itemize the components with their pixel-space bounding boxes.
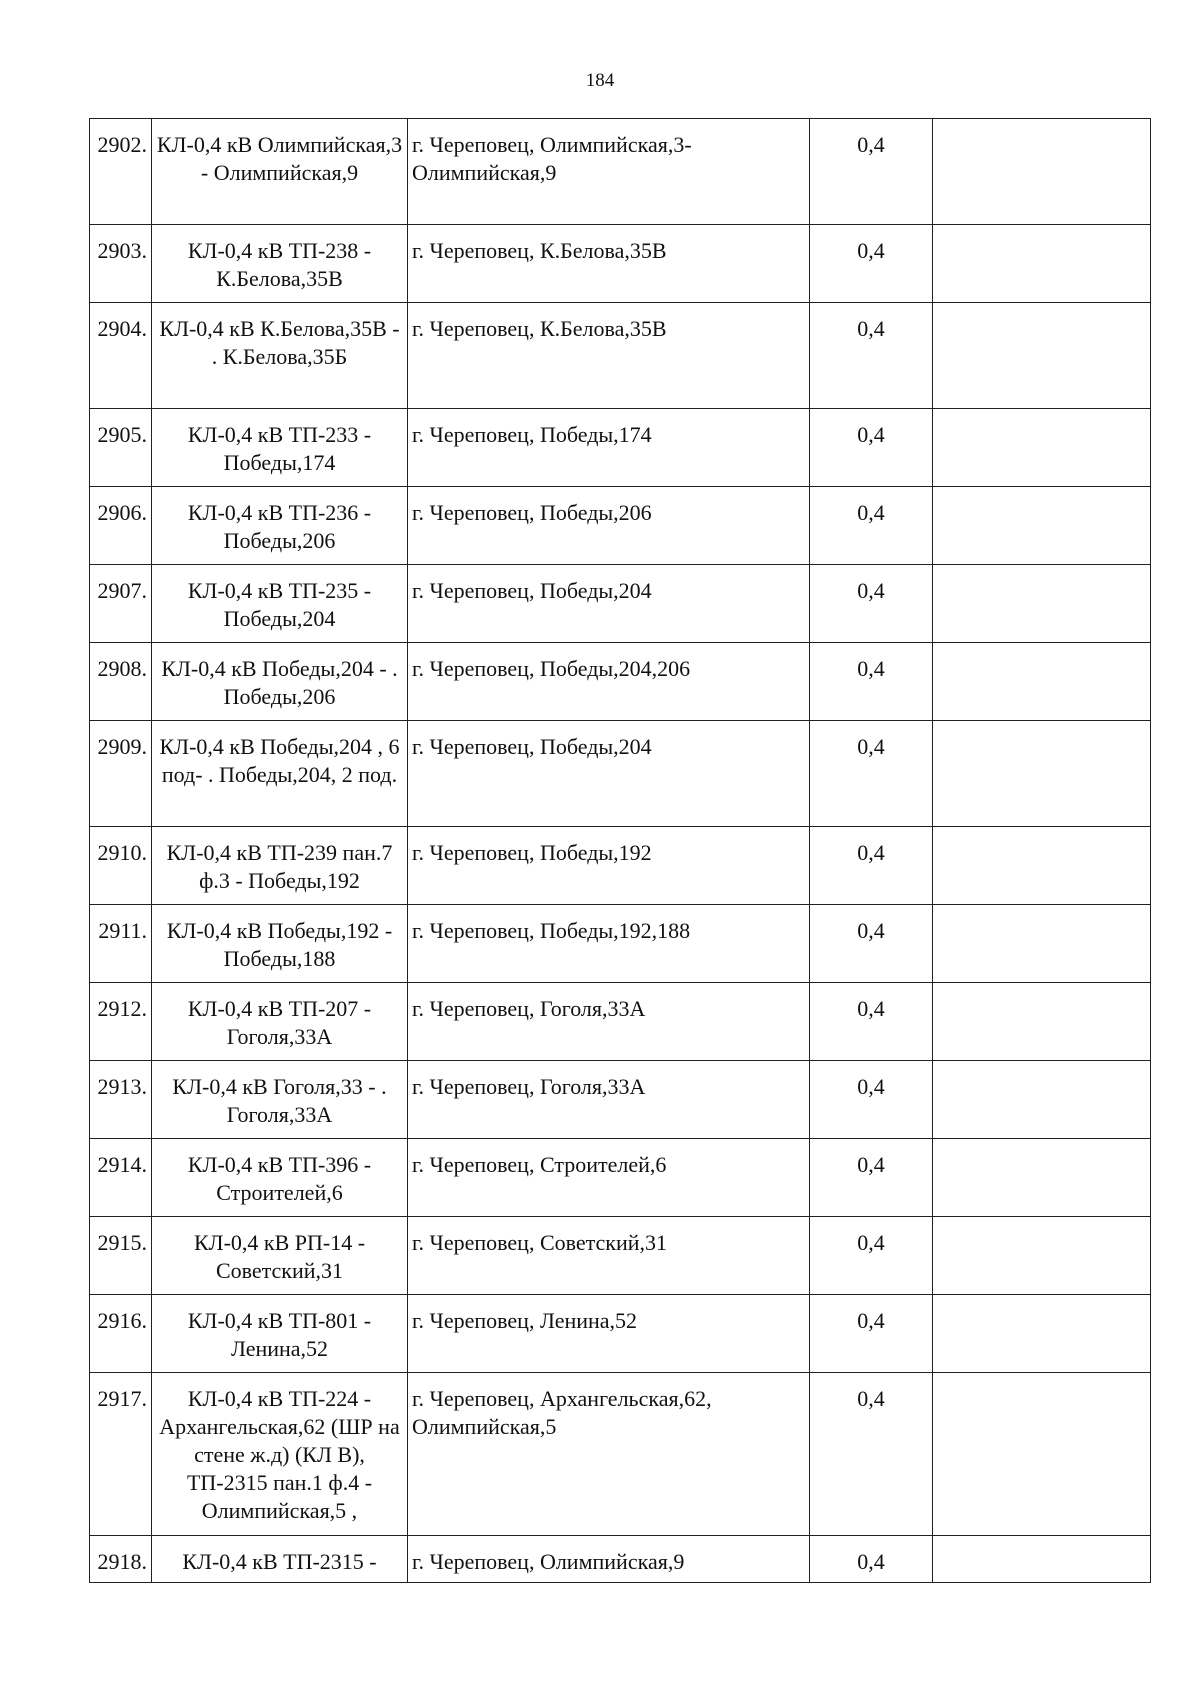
voltage: 0,4 [810,487,933,565]
table-row [90,1139,1151,1217]
voltage: 0,4 [810,1536,933,1583]
voltage: 0,4 [810,119,933,225]
row-number: 2906. [90,487,152,565]
table-row [90,827,1151,905]
page-number: 184 [585,70,615,91]
registry-table [89,118,1151,1583]
table-row [90,119,1151,225]
note [933,983,1151,1061]
voltage: 0,4 [810,983,933,1061]
row-number: 2913. [90,1061,152,1139]
line-name: КЛ-0,4 кВ Олимпийская,3 - Олимпийская,9 [152,119,408,225]
address: г. Череповец, Советский,31 [408,1217,810,1295]
address: г. Череповец, Гоголя,33А [408,1061,810,1139]
row-number: 2914. [90,1139,152,1217]
note [933,487,1151,565]
voltage: 0,4 [810,1139,933,1217]
row-number: 2916. [90,1295,152,1373]
note [933,827,1151,905]
table-row [90,1536,1151,1583]
address: г. Череповец, Победы,192,188 [408,905,810,983]
table-row [90,409,1151,487]
note [933,1295,1151,1373]
line-name: КЛ-0,4 кВ ТП-239 пан.7 ф.3 - Победы,192 [152,827,408,905]
line-name: КЛ-0,4 кВ ТП-2315 - [152,1536,408,1583]
row-number: 2908. [90,643,152,721]
voltage: 0,4 [810,721,933,827]
table-row [90,565,1151,643]
voltage: 0,4 [810,905,933,983]
note [933,303,1151,409]
line-name: КЛ-0,4 кВ ТП-207 - Гоголя,33А [152,983,408,1061]
line-name: КЛ-0,4 кВ Гоголя,33 - . Гоголя,33А [152,1061,408,1139]
table-row [90,1217,1151,1295]
voltage: 0,4 [810,1217,933,1295]
address: г. Череповец, Гоголя,33А [408,983,810,1061]
address: г. Череповец, К.Белова,35В [408,303,810,409]
address: г. Череповец, Олимпийская,3-Олимпийская,9 [408,119,810,225]
row-number: 2918. [90,1536,152,1583]
note [933,1536,1151,1583]
row-number: 2902. [90,119,152,225]
line-name: КЛ-0,4 кВ Победы,192 - Победы,188 [152,905,408,983]
note [933,565,1151,643]
address: г. Череповец, К.Белова,35В [408,225,810,303]
row-number: 2911. [90,905,152,983]
table-row [90,487,1151,565]
note [933,905,1151,983]
address: г. Череповец, Победы,204 [408,721,810,827]
line-name: КЛ-0,4 кВ ТП-224 - Архангельская,62 (ШР на стене ж.д) (КЛ В), ТП-2315 пан.1 ф.4 - Олимпийская,5 , [152,1373,408,1536]
row-number: 2907. [90,565,152,643]
row-number: 2904. [90,303,152,409]
line-name: КЛ-0,4 кВ РП-14 - Советский,31 [152,1217,408,1295]
table-row [90,1373,1151,1536]
row-number: 2912. [90,983,152,1061]
address: г. Череповец, Победы,206 [408,487,810,565]
voltage: 0,4 [810,1295,933,1373]
row-number: 2903. [90,225,152,303]
voltage: 0,4 [810,565,933,643]
voltage: 0,4 [810,303,933,409]
row-number: 2905. [90,409,152,487]
voltage: 0,4 [810,225,933,303]
note [933,225,1151,303]
line-name: КЛ-0,4 кВ Победы,204 , 6 под- . Победы,204, 2 под. [152,721,408,827]
note [933,721,1151,827]
address: г. Череповец, Победы,204 [408,565,810,643]
address: г. Череповец, Ленина,52 [408,1295,810,1373]
note [933,409,1151,487]
note [933,643,1151,721]
line-name: КЛ-0,4 кВ ТП-801 - Ленина,52 [152,1295,408,1373]
row-number: 2915. [90,1217,152,1295]
voltage: 0,4 [810,409,933,487]
line-name: КЛ-0,4 кВ ТП-233 - Победы,174 [152,409,408,487]
address: г. Череповец, Архангельская,62, Олимпийская,5 [408,1373,810,1536]
line-name: КЛ-0,4 кВ К.Белова,35В - . К.Белова,35Б [152,303,408,409]
voltage: 0,4 [810,827,933,905]
line-name: КЛ-0,4 кВ ТП-238 - К.Белова,35В [152,225,408,303]
note [933,1061,1151,1139]
line-name: КЛ-0,4 кВ ТП-396 - Строителей,6 [152,1139,408,1217]
voltage: 0,4 [810,643,933,721]
table-row [90,1295,1151,1373]
table-row [90,303,1151,409]
address: г. Череповец, Победы,204,206 [408,643,810,721]
address: г. Череповец, Строителей,6 [408,1139,810,1217]
table-row [90,643,1151,721]
row-number: 2909. [90,721,152,827]
note [933,1217,1151,1295]
address: г. Череповец, Победы,192 [408,827,810,905]
table-row [90,721,1151,827]
note [933,119,1151,225]
line-name: КЛ-0,4 кВ ТП-235 - Победы,204 [152,565,408,643]
address: г. Череповец, Победы,174 [408,409,810,487]
table-row [90,983,1151,1061]
line-name: КЛ-0,4 кВ Победы,204 - . Победы,206 [152,643,408,721]
note [933,1139,1151,1217]
table-row [90,905,1151,983]
row-number: 2910. [90,827,152,905]
table-row [90,225,1151,303]
table-row [90,1061,1151,1139]
voltage: 0,4 [810,1373,933,1536]
address: г. Череповец, Олимпийская,9 [408,1536,810,1583]
row-number: 2917. [90,1373,152,1536]
line-name: КЛ-0,4 кВ ТП-236 - Победы,206 [152,487,408,565]
voltage: 0,4 [810,1061,933,1139]
note [933,1373,1151,1536]
